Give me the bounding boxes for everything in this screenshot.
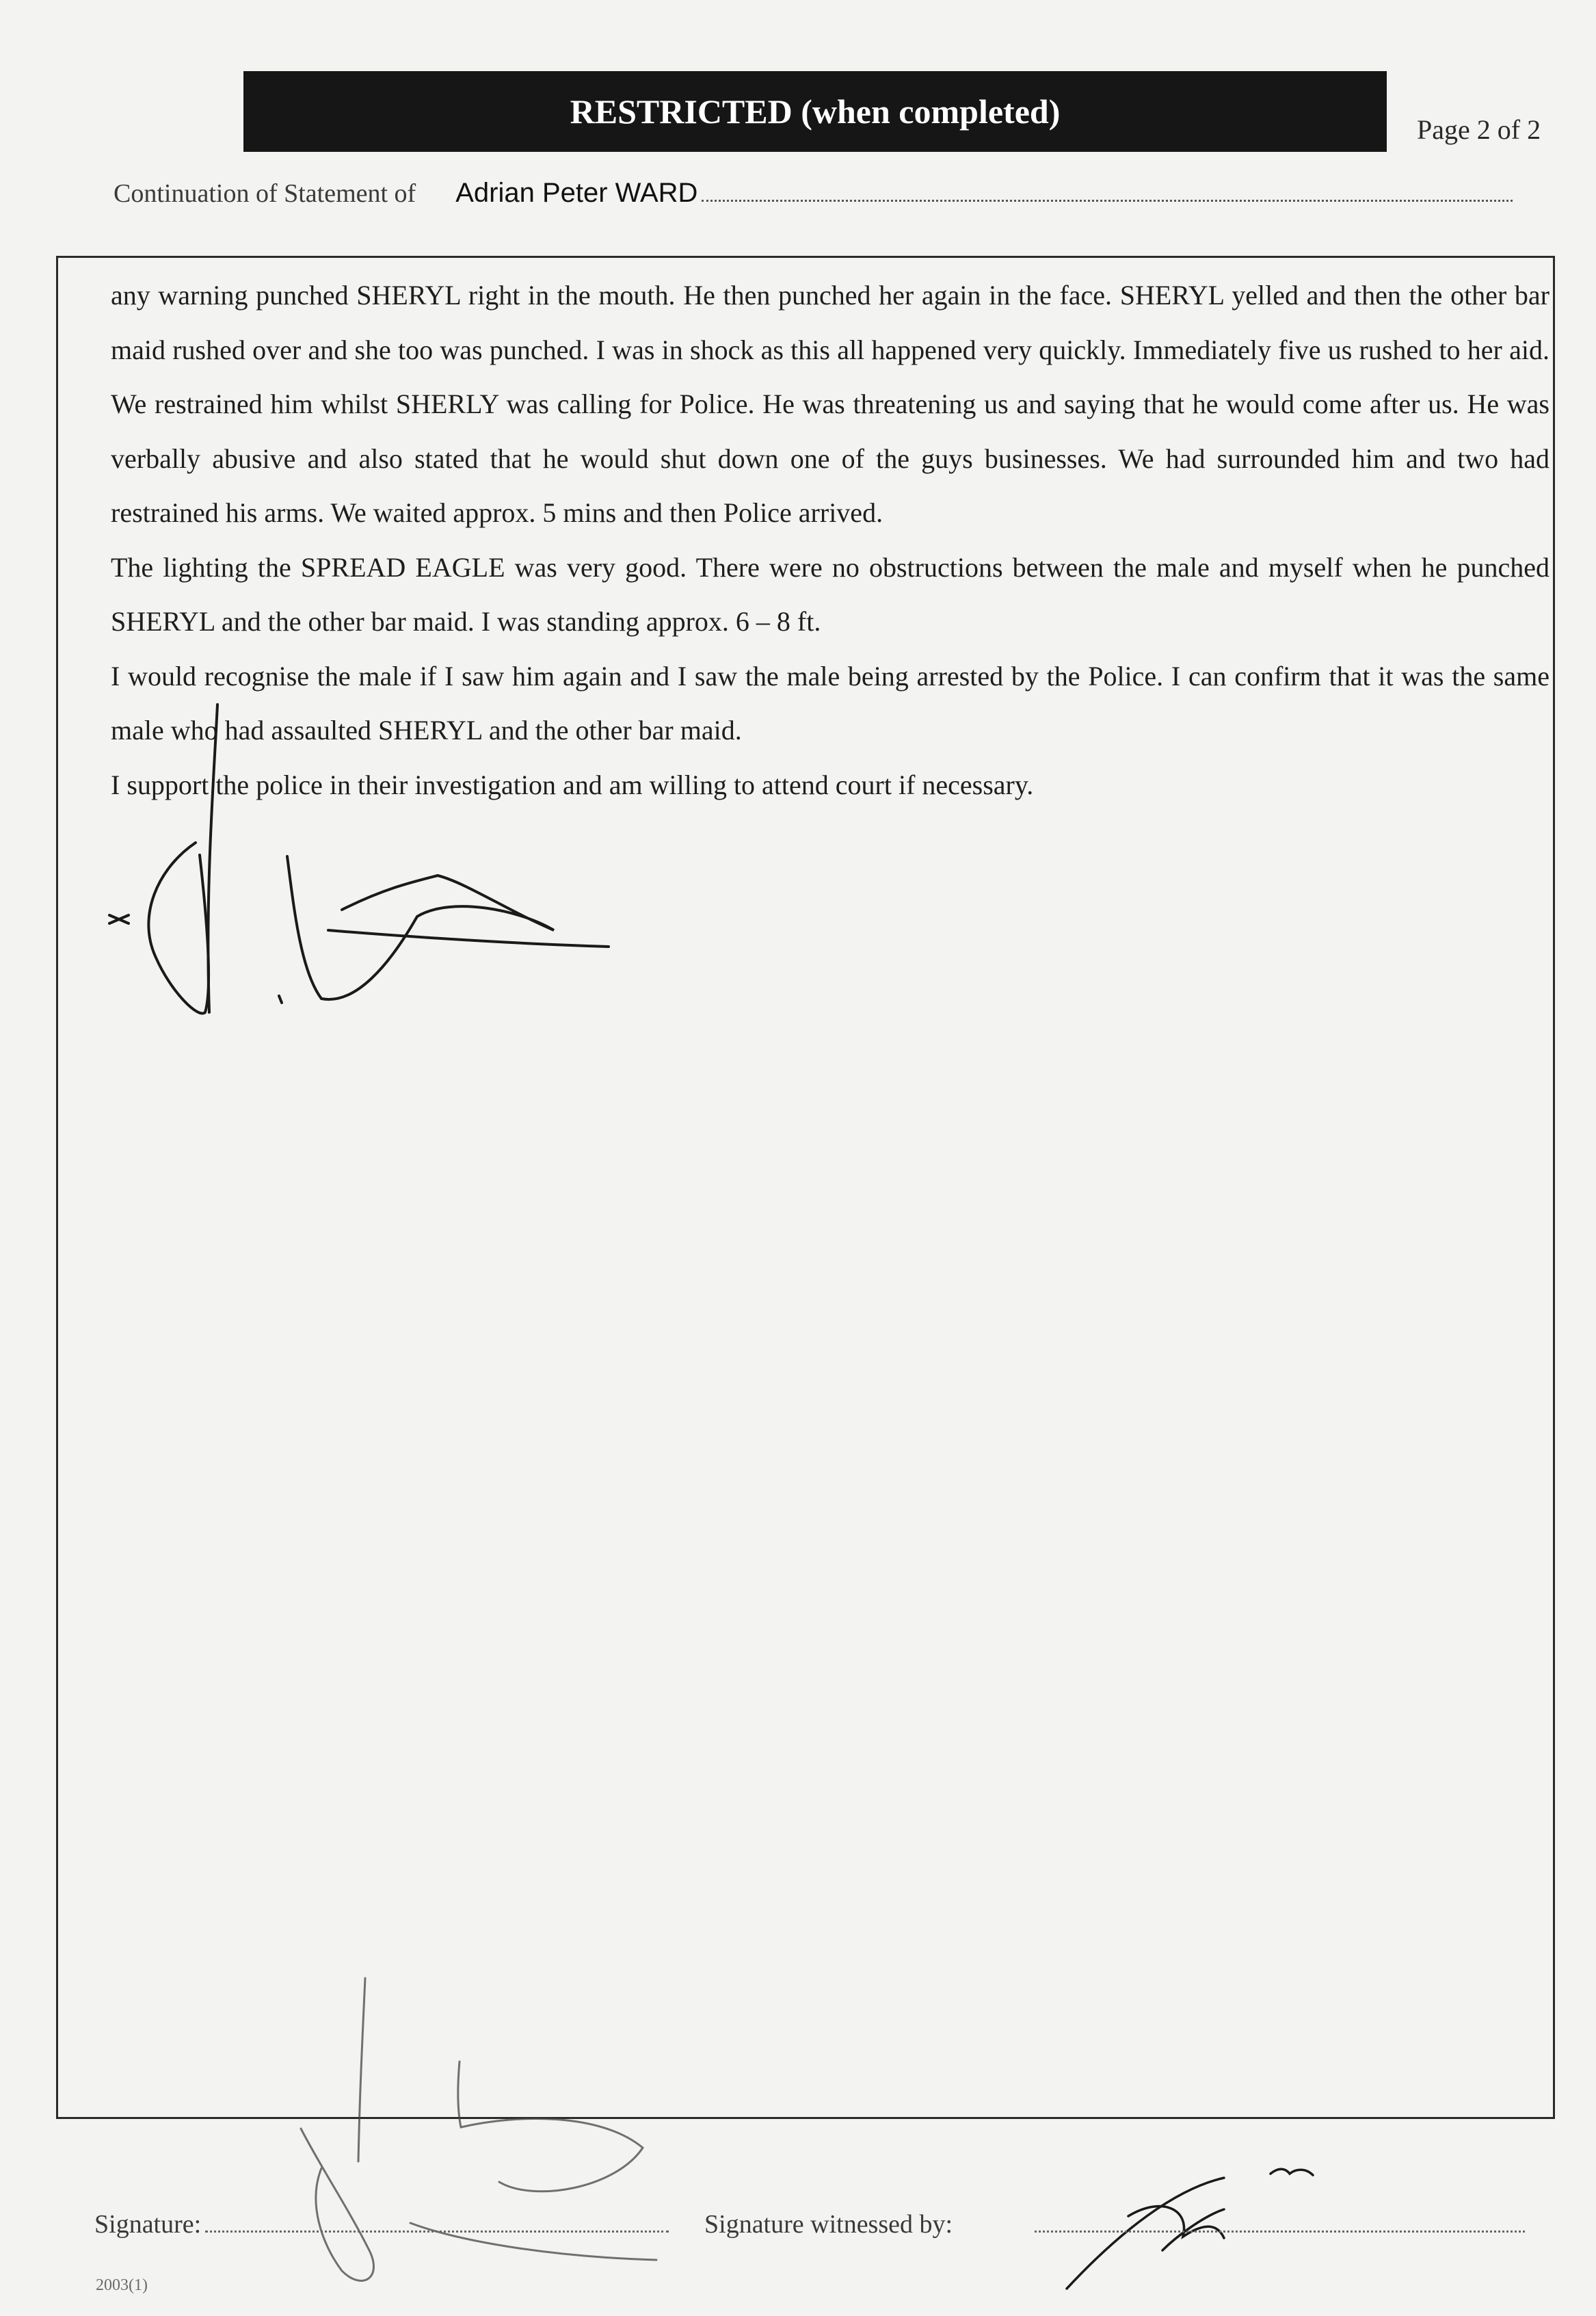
witness-label: Signature witnessed by: [704,2210,953,2239]
paragraph: I support the police in their investigation and am willing to attend court if necessary. [111,769,1034,800]
witness-dotted-line [1035,2211,1525,2233]
signature-label: Signature: [94,2210,202,2239]
form-code: 2003(1) [96,2276,148,2294]
paragraph: any warning punched SHERYL right in the mouth. He then punched her again in the face. SHERYL yelled and then the other bar maid rushed over and she too was punched. I was in shock as this all happened very quickly. Immediately five us rushed to her aid. We restrained him whilst SHERLY was calling for Police. He was threatening us and saying that he would come after us. He was verbally abusive and also stated that he would shut down one of the guys businesses. We had surrounded him and two had restrained his arms. We waited approx. 5 mins and then Police arrived. [111,280,1550,528]
restricted-banner: RESTRICTED (when completed) [243,71,1387,152]
page-number: Page 2 of 2 [1417,114,1541,145]
witness-line [704,2209,1525,2243]
signature-line [94,2209,669,2243]
continuation-label: Continuation of Statement of [114,179,416,208]
paragraph: The lighting the SPREAD EAGLE was very good. There were no obstructions between the male and myself when he punched SHERYL and the other bar maid. I was standing approx. 6 – 8 ft. [111,551,1550,637]
paragraph: I would recognise the male if I saw him again and I saw the male being arrested by the Police. I can confirm that it was the same male who had assaulted SHERYL and the other bar maid. [111,660,1550,746]
statement-name: Adrian Peter WARD [455,178,698,208]
statement-signature-scribble [109,705,609,1014]
signature-dotted-line [205,2211,669,2233]
